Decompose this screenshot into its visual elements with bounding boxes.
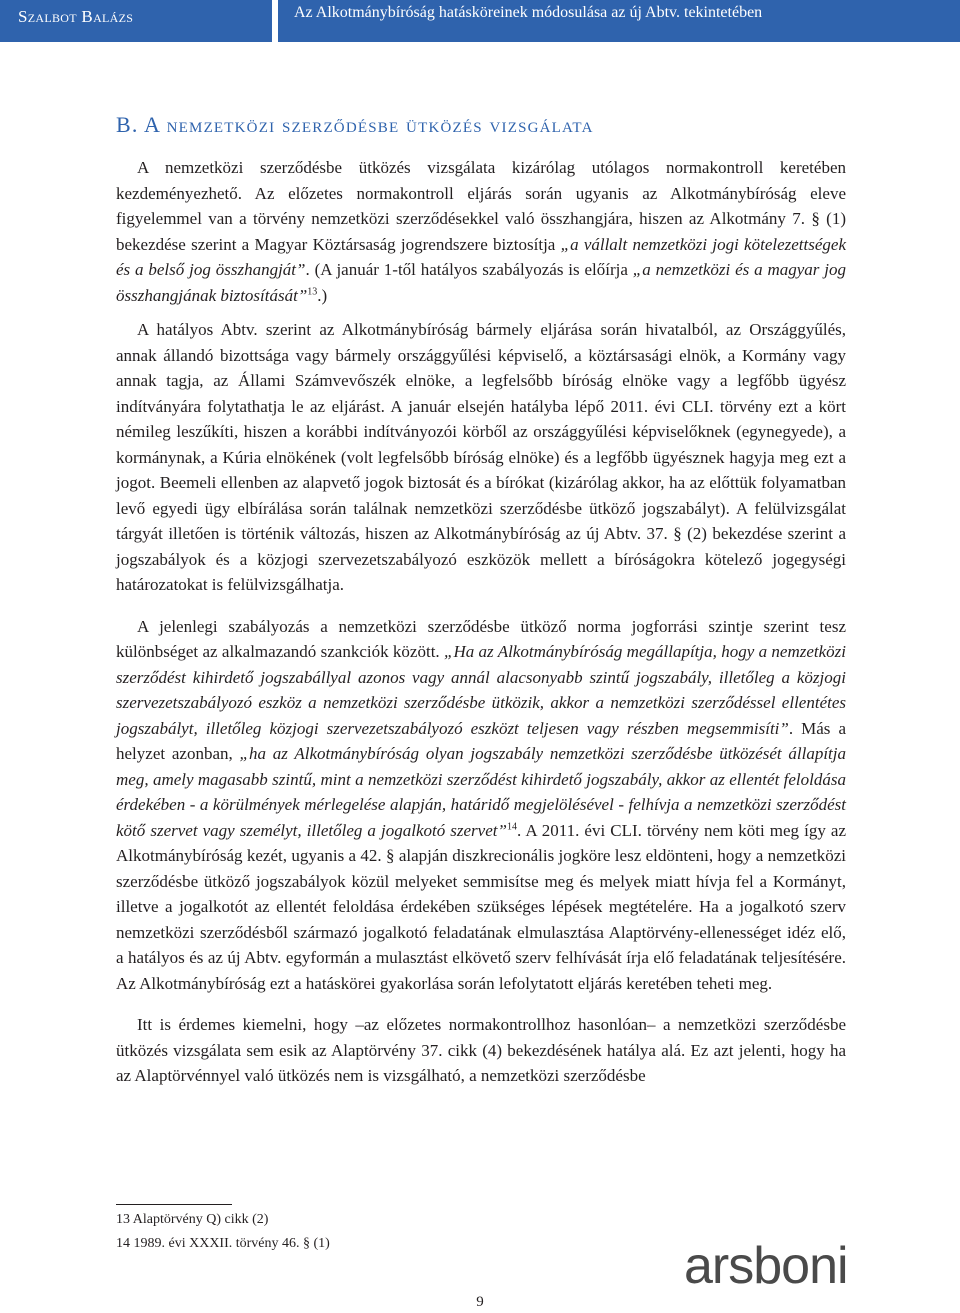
footnote-13: 13 Alaptörvény Q) cikk (2) <box>116 1212 269 1227</box>
header-title: Az Alkotmánybíróság hatásköreinek módosulása az új Abtv. tekintetében <box>278 0 960 42</box>
paragraph-3 <box>116 614 846 997</box>
paragraph-1-text-b: . (A január 1-től hatályos szabályozás is előírja <box>305 260 633 279</box>
footnote-ref-14[interactable]: 14 <box>506 820 517 832</box>
paragraph-1-quote-b: „a nemzetközi és a magyar jog összhangjának biztosítását” <box>116 260 846 305</box>
paragraph-1 <box>116 155 846 308</box>
footnote-ref-13[interactable]: 13 <box>307 285 318 297</box>
arsboni-logo: arsboni <box>684 1237 848 1295</box>
footnote-14: 14 1989. évi XXXII. törvény 46. § (1) <box>116 1236 330 1251</box>
footnote-separator <box>116 1204 232 1205</box>
paragraph-1-text-c: .) <box>317 285 328 305</box>
running-header <box>0 0 960 42</box>
page-number: 9 <box>476 1294 484 1310</box>
paragraph-2: A hatályos Abtv. szerint az Alkotmánybíróság bármely eljárása során hivatalból, az Országgyűlés, annak állandó bizottsága vagy bármely országgyűlési képviselő, a köztársasági elnök, a Kormány vagy annak tagja, az Állami Számvevőszék elnöke, a legfelsőbb bíróság elnöke vagy a legfőbb ügyész indítványára folytathatja le az eljárást. A január elsején hatályba lépő 2011. évi CLI. törvény ezt a kört némileg leszűkíti, hiszen a korábbi indítványozói körből az országgyűlési képviselőknek (egynegyede), a kormánynak, a Kúria elnökének (volt legfelsőbb bíróság elnöke) és a legfőbb ügyésznek hagyja meg ezt a jogot. Beemeli ellenben az alapvető jogok biztosát és a bírókat (kizárólag akkor, ha az előttük folyamatban levő egyedi ügy elbírálása során találnak nemzetközi szerződésbe ütköző jogszabályt). A felülvizsgálat tárgyát illetően is történik változás, hiszen az Alkotmánybíróság az új Abtv. 37. § (2) bekezdése szerint a jogszabályok és a közjogi szervezetszabályozó eszközök mellett a bíróságokra kötelező jogegységi határozatokat is felülvizsgálhatja. <box>116 320 846 594</box>
paragraph-3-text-b: . Más a helyzet azonban, <box>116 718 846 763</box>
paragraph-1-text-a: A nemzetközi szerződésbe ütközés vizsgálata kizárólag utólagos normakontroll keretében kezdeményezhető. Az előzetes normakontroll eljárás során ugyanis az Alkotmánybíróság eleve figyelemmel van a törvény nemzetközi szerződésekkel való összhangjára, hiszen az Alkotmány 7. § (1) bekezdése szerint a Magyar Köztársaság jogrendszere biztosítja <box>116 158 846 254</box>
paragraph-1-quote-a: „a vállalt nemzetközi jogi kötelezettségek és a belső jog összhangját” <box>116 234 847 279</box>
footnotes <box>116 1210 330 1258</box>
paragraph-3-quote-b: „ha az Alkotmánybíróság olyan jogszabály nemzetközi szerződésbe ütközését állapítja meg, amely magasabb szintű, mint a nemzetközi szerződést kihirdető jogszabály, akkor az ellentét feloldása érdekében - a körülmények mérlegelése alapján, határidő megjelölésével - felhívja a nemzetközi szerződést kötő szervet vagy személyt, illetőleg a jogalkotó szervet” <box>116 744 846 840</box>
paragraph-3-text-c: . A 2011. évi CLI. törvény nem köti meg így az Alkotmánybíróság kezét, ugyanis a 42. § alapján diszkrecionális jogköre lesz eldönteni, hogy a nemzetközi szerződésbe ütköző jogszabályok közül melyeket semmisítse meg és melyek miatt hívja fel a Kormányt, illetve a jogalkotót az ellentét feloldása érdekében szükséges lépések megtételére. Ha a jogalkotó szerv nemzetközi szerződésből származó jogalkotó feladatának elmulasztása Alaptörvény-ellenességet idéz elő, a hatályos és az új Abtv. egyformán a mulasztást elkövető szerv felhívását írja elő feladatának teljesítésére. Az Alkotmánybíróság ezt a hatáskörei gyakorlása során lefolytatott eljárás keretében teheti meg. <box>116 820 846 993</box>
paragraph-3-text-a: A jelenlegi szabályozás a nemzetközi szerződésbe ütköző norma jogforrási szintje szerint tesz különbséget az alkalmazandó szankciók között. <box>116 616 846 661</box>
section-heading: B. A nemzetközi szerződésbe ütközés vizsgálata <box>116 112 594 137</box>
header-author: Szalbot Balázs <box>0 0 272 42</box>
paragraph-4: Itt is érdemes kiemelni, hogy –az előzetes normakontrollhoz hasonlóan– a nemzetközi szerződésbe ütközés vizsgálata sem esik az Alaptörvény 37. cikk (4) bekezdésének hatálya alá. Ez azt jelenti, hogy ha az Alaptörvénnyel való ütközés nem is vizsgálható, a nemzetközi szerződésbe <box>116 1015 846 1085</box>
main-text <box>116 155 846 1089</box>
paragraph-3-quote-a: „Ha az Alkotmánybíróság megállapítja, hogy a nemzetközi szerződést kihirdető jogszabállyal azonos vagy annál alacsonyabb szintű jogszabály, illetőleg a közjogi szervezetszabályozó eszköz a nemzetközi szerződésbe ütközik, akkor a nemzetközi szerződéssel ellentétes jogszabályt, illetőleg közjogi szervezetszabályozó eszközt teljesen vagy részben megsemmisíti” <box>116 642 846 738</box>
